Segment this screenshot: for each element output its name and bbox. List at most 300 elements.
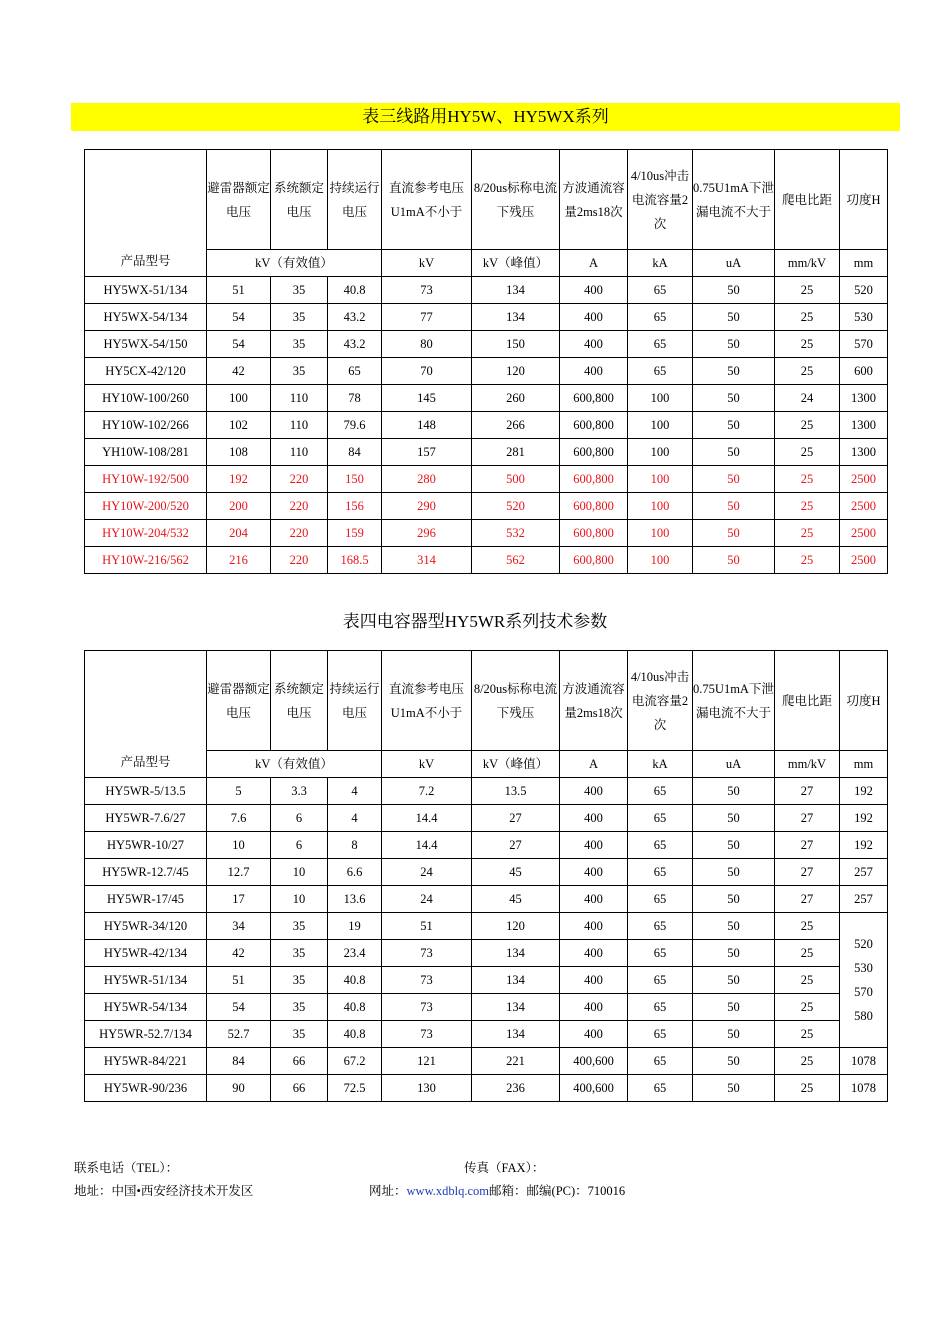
value-cell: 221	[472, 1048, 560, 1075]
value-cell: 6.6	[328, 859, 382, 886]
value-cell: 1300	[840, 385, 888, 412]
header-height: 㓛度H	[840, 651, 888, 751]
value-cell: 266	[472, 412, 560, 439]
value-cell: 25	[775, 940, 840, 967]
value-cell: 400	[560, 859, 628, 886]
value-cell: 134	[472, 994, 560, 1021]
value-cell: 50	[693, 778, 775, 805]
model-cell: HY5WX-54/150	[85, 331, 207, 358]
value-cell: 260	[472, 385, 560, 412]
unit-cell: kV	[382, 250, 472, 277]
value-cell: 100	[628, 547, 693, 574]
value-cell: 100	[628, 385, 693, 412]
value-cell: 600	[840, 358, 888, 385]
value-cell: 65	[628, 832, 693, 859]
header-dc-ref: 直流参考电压U1mA不小于	[382, 651, 472, 751]
header-mcov: 持续运行电压	[328, 150, 382, 250]
value-cell: 65	[628, 331, 693, 358]
footer-fax: 传真（FAX）：	[464, 1161, 545, 1175]
header-square-wave: 方波通流容量2ms18次	[560, 651, 628, 751]
value-cell: 8	[328, 832, 382, 859]
value-cell: 134	[472, 967, 560, 994]
header-leakage: 0.75U1mA下泄漏电流不大于	[693, 651, 775, 751]
header-creepage: 爬电比距	[775, 150, 840, 250]
value-cell: 4	[328, 805, 382, 832]
value-cell: 14.4	[382, 832, 472, 859]
value-cell: 220	[271, 547, 328, 574]
value-cell: 145	[382, 385, 472, 412]
value-cell: 100	[628, 493, 693, 520]
height-value: 520	[854, 937, 873, 951]
value-cell: 54	[207, 304, 271, 331]
header-rated-voltage: 避雷器额定电压	[207, 651, 271, 751]
value-cell: 400	[560, 967, 628, 994]
value-cell: 204	[207, 520, 271, 547]
model-cell: HY5WR-5/13.5	[85, 778, 207, 805]
value-cell: 73	[382, 994, 472, 1021]
unit-cell: uA	[693, 751, 775, 778]
table-row	[85, 805, 888, 832]
model-cell: HY5WR-12.7/45	[85, 859, 207, 886]
table-row	[85, 913, 888, 940]
value-cell: 100	[628, 466, 693, 493]
value-cell: 65	[628, 358, 693, 385]
value-cell: 65	[628, 1048, 693, 1075]
value-cell: 25	[775, 967, 840, 994]
table-row	[85, 859, 888, 886]
value-cell: 42	[207, 358, 271, 385]
value-cell: 25	[775, 1075, 840, 1102]
value-cell: 168.5	[328, 547, 382, 574]
value-cell: 296	[382, 520, 472, 547]
model-cell: YH10W-108/281	[85, 439, 207, 466]
value-cell: 65	[628, 778, 693, 805]
value-cell: 25	[775, 466, 840, 493]
unit-cell: kV（峰值）	[472, 250, 560, 277]
value-cell: 50	[693, 412, 775, 439]
value-cell: 50	[693, 859, 775, 886]
value-cell: 110	[271, 385, 328, 412]
value-cell: 50	[693, 1021, 775, 1048]
value-cell: 7.2	[382, 778, 472, 805]
value-cell: 121	[382, 1048, 472, 1075]
value-cell: 65	[628, 304, 693, 331]
table-row	[85, 1075, 888, 1102]
value-cell: 400	[560, 331, 628, 358]
value-cell: 65	[628, 277, 693, 304]
value-cell: 257	[840, 859, 888, 886]
value-cell: 192	[840, 778, 888, 805]
value-cell: 520	[840, 277, 888, 304]
value-cell: 27	[775, 805, 840, 832]
value-cell: 25	[775, 994, 840, 1021]
value-cell: 27	[472, 832, 560, 859]
unit-cell: kA	[628, 250, 693, 277]
header-height: 㓛度H	[840, 150, 888, 250]
table3	[84, 149, 888, 574]
header-square-wave: 方波通流容量2ms18次	[560, 150, 628, 250]
value-cell: 25	[775, 520, 840, 547]
height-value: 570	[854, 985, 873, 999]
value-cell: 54	[207, 331, 271, 358]
value-cell: 40.8	[328, 1021, 382, 1048]
value-cell: 220	[271, 520, 328, 547]
value-cell: 400	[560, 994, 628, 1021]
value-cell: 3.3	[271, 778, 328, 805]
model-cell: HY10W-216/562	[85, 547, 207, 574]
unit-cell: kV（有效值）	[207, 250, 382, 277]
value-cell: 600,800	[560, 466, 628, 493]
value-cell: 192	[840, 805, 888, 832]
value-cell: 27	[472, 805, 560, 832]
value-cell: 134	[472, 1021, 560, 1048]
value-cell: 530	[840, 304, 888, 331]
value-cell: 65	[628, 805, 693, 832]
table-row	[85, 1048, 888, 1075]
value-cell: 51	[207, 967, 271, 994]
value-cell: 27	[775, 886, 840, 913]
value-cell: 25	[775, 412, 840, 439]
value-cell: 65	[628, 994, 693, 1021]
value-cell: 65	[328, 358, 382, 385]
table-row	[85, 331, 888, 358]
value-cell: 500	[472, 466, 560, 493]
value-cell: 45	[472, 859, 560, 886]
value-cell: 65	[628, 886, 693, 913]
value-cell: 66	[271, 1075, 328, 1102]
footer-web-label: 网址：	[369, 1184, 407, 1198]
value-cell: 25	[775, 277, 840, 304]
value-cell: 50	[693, 994, 775, 1021]
model-cell: HY5WR-34/120	[85, 913, 207, 940]
value-cell: 65	[628, 967, 693, 994]
value-cell: 257	[840, 886, 888, 913]
value-cell: 156	[328, 493, 382, 520]
value-cell: 150	[472, 331, 560, 358]
value-cell: 35	[271, 304, 328, 331]
value-cell: 134	[472, 940, 560, 967]
table-row	[85, 547, 888, 574]
value-cell: 50	[693, 832, 775, 859]
value-cell: 400,600	[560, 1075, 628, 1102]
value-cell: 600,800	[560, 547, 628, 574]
value-cell: 1078	[840, 1075, 888, 1102]
value-cell: 50	[693, 331, 775, 358]
value-cell: 120	[472, 913, 560, 940]
table3-title: 表三线路用HY5W、HY5WX系列	[71, 103, 900, 131]
value-cell: 50	[693, 805, 775, 832]
value-cell: 2500	[840, 547, 888, 574]
value-cell: 157	[382, 439, 472, 466]
value-cell: 27	[775, 778, 840, 805]
value-cell: 134	[472, 277, 560, 304]
height-value: 580	[854, 1009, 873, 1023]
value-cell: 65	[628, 940, 693, 967]
value-cell: 216	[207, 547, 271, 574]
value-cell: 110	[271, 439, 328, 466]
value-cell: 10	[271, 859, 328, 886]
value-cell: 10	[271, 886, 328, 913]
value-cell: 35	[271, 331, 328, 358]
value-cell: 66	[271, 1048, 328, 1075]
value-cell: 400	[560, 913, 628, 940]
model-cell: HY5WR-42/134	[85, 940, 207, 967]
value-cell: 40.8	[328, 994, 382, 1021]
value-cell: 400	[560, 1021, 628, 1048]
value-cell: 90	[207, 1075, 271, 1102]
value-cell: 570	[840, 331, 888, 358]
value-cell: 13.5	[472, 778, 560, 805]
value-cell: 50	[693, 520, 775, 547]
value-cell: 27	[775, 859, 840, 886]
footer-email-postcode: 邮箱：邮编(PC)：710016	[489, 1184, 626, 1198]
value-cell: 14.4	[382, 805, 472, 832]
value-cell: 78	[328, 385, 382, 412]
value-cell: 73	[382, 940, 472, 967]
value-cell: 1300	[840, 412, 888, 439]
value-cell: 192	[207, 466, 271, 493]
value-cell: 25	[775, 1021, 840, 1048]
footer-tel: 联系电话（TEL）：	[74, 1161, 179, 1175]
value-cell: 77	[382, 304, 472, 331]
value-cell: 43.2	[328, 304, 382, 331]
header-row	[85, 150, 888, 250]
value-cell: 40.8	[328, 277, 382, 304]
value-cell: 600,800	[560, 520, 628, 547]
value-cell: 1300	[840, 439, 888, 466]
table4-title: 表四电容器型HY5WR系列技术参数	[342, 612, 608, 631]
value-cell: 1078	[840, 1048, 888, 1075]
value-cell: 50	[693, 439, 775, 466]
value-cell: 65	[628, 1075, 693, 1102]
table-row	[85, 886, 888, 913]
value-cell: 314	[382, 547, 472, 574]
model-cell: HY10W-100/260	[85, 385, 207, 412]
value-cell: 6	[271, 805, 328, 832]
value-cell: 25	[775, 547, 840, 574]
value-cell: 65	[628, 859, 693, 886]
unit-cell: mm	[840, 751, 888, 778]
value-cell: 25	[775, 439, 840, 466]
footer-address: 地址：中国•西安经济技术开发区	[74, 1184, 254, 1198]
value-cell: 50	[693, 358, 775, 385]
value-cell: 73	[382, 1021, 472, 1048]
value-cell: 65	[628, 913, 693, 940]
height-value: 530	[854, 961, 873, 975]
model-cell: HY10W-192/500	[85, 466, 207, 493]
value-cell: 400	[560, 832, 628, 859]
value-cell: 600,800	[560, 493, 628, 520]
footer-web-link[interactable]: www.xdblq.com	[406, 1184, 490, 1198]
model-cell: HY5WR-17/45	[85, 886, 207, 913]
table-row	[85, 994, 888, 1021]
model-cell: HY5WR-7.6/27	[85, 805, 207, 832]
value-cell: 35	[271, 1021, 328, 1048]
value-cell: 19	[328, 913, 382, 940]
header-creepage: 爬电比距	[775, 651, 840, 751]
unit-cell: kA	[628, 751, 693, 778]
value-cell: 220	[271, 493, 328, 520]
value-cell: 400	[560, 940, 628, 967]
value-cell: 73	[382, 967, 472, 994]
header-residual: 8/20us标称电流下残压	[472, 651, 560, 751]
table-row	[85, 493, 888, 520]
model-cell: HY5WX-51/134	[85, 277, 207, 304]
model-cell: HY5WR-84/221	[85, 1048, 207, 1075]
value-cell: 45	[472, 886, 560, 913]
model-cell: HY5WR-90/236	[85, 1075, 207, 1102]
footer-web	[369, 1181, 625, 1199]
value-cell: 79.6	[328, 412, 382, 439]
model-cell: HY5WR-52.7/134	[85, 1021, 207, 1048]
value-cell: 50	[693, 940, 775, 967]
table-row	[85, 385, 888, 412]
value-cell: 43.2	[328, 331, 382, 358]
table-row	[85, 967, 888, 994]
value-cell: 134	[472, 304, 560, 331]
value-cell: 400	[560, 886, 628, 913]
unit-cell: kV（峰值）	[472, 751, 560, 778]
value-cell: 35	[271, 994, 328, 1021]
table-row	[85, 520, 888, 547]
model-cell: HY5WR-10/27	[85, 832, 207, 859]
value-cell: 25	[775, 331, 840, 358]
unit-cell: kV	[382, 751, 472, 778]
value-cell: 27	[775, 832, 840, 859]
value-cell: 100	[628, 520, 693, 547]
value-cell: 220	[271, 466, 328, 493]
table-row	[85, 412, 888, 439]
value-cell: 4	[328, 778, 382, 805]
unit-cell: mm	[840, 250, 888, 277]
table-row	[85, 1021, 888, 1048]
value-cell: 100	[207, 385, 271, 412]
value-cell: 24	[382, 859, 472, 886]
unit-cell: mm/kV	[775, 751, 840, 778]
value-cell: 600,800	[560, 385, 628, 412]
table-row	[85, 832, 888, 859]
value-cell: 52.7	[207, 1021, 271, 1048]
unit-cell: mm/kV	[775, 250, 840, 277]
model-cell: HY5WR-51/134	[85, 967, 207, 994]
value-cell: 400	[560, 277, 628, 304]
value-cell: 12.7	[207, 859, 271, 886]
header-leakage: 0.75U1mA下泄漏电流不大于	[693, 150, 775, 250]
model-cell: HY10W-102/266	[85, 412, 207, 439]
header-model: 产品型号	[85, 651, 207, 778]
value-cell: 24	[775, 385, 840, 412]
value-cell: 281	[472, 439, 560, 466]
value-cell: 50	[693, 913, 775, 940]
unit-cell: A	[560, 751, 628, 778]
value-cell: 25	[775, 1048, 840, 1075]
header-mcov: 持续运行电压	[328, 651, 382, 751]
table-row	[85, 358, 888, 385]
value-cell: 400	[560, 304, 628, 331]
value-cell: 50	[693, 1075, 775, 1102]
value-cell: 51	[382, 913, 472, 940]
value-cell: 100	[628, 412, 693, 439]
header-impulse: 4/10us冲击电流容量2次	[628, 651, 693, 751]
unit-cell: A	[560, 250, 628, 277]
table-row	[85, 277, 888, 304]
value-cell: 72.5	[328, 1075, 382, 1102]
value-cell: 562	[472, 547, 560, 574]
value-cell: 84	[207, 1048, 271, 1075]
value-cell: 25	[775, 358, 840, 385]
header-residual: 8/20us标称电流下残压	[472, 150, 560, 250]
value-cell: 50	[693, 493, 775, 520]
value-cell: 50	[693, 304, 775, 331]
value-cell: 2500	[840, 493, 888, 520]
header-row	[85, 651, 888, 751]
value-cell: 25	[775, 913, 840, 940]
value-cell: 290	[382, 493, 472, 520]
table-row	[85, 439, 888, 466]
value-cell: 40.8	[328, 967, 382, 994]
value-cell: 34	[207, 913, 271, 940]
value-cell: 150	[328, 466, 382, 493]
value-cell: 192	[840, 832, 888, 859]
value-cell: 24	[382, 886, 472, 913]
value-cell: 10	[207, 832, 271, 859]
value-cell: 130	[382, 1075, 472, 1102]
value-cell: 35	[271, 913, 328, 940]
value-cell: 120	[472, 358, 560, 385]
value-cell: 532	[472, 520, 560, 547]
model-cell: HY10W-200/520	[85, 493, 207, 520]
value-cell: 520	[472, 493, 560, 520]
value-cell: 5	[207, 778, 271, 805]
table-row	[85, 778, 888, 805]
value-cell: 100	[628, 439, 693, 466]
value-cell: 2500	[840, 466, 888, 493]
table4	[84, 650, 888, 1102]
value-cell: 25	[775, 304, 840, 331]
value-cell: 148	[382, 412, 472, 439]
value-cell: 400	[560, 778, 628, 805]
value-cell: 73	[382, 277, 472, 304]
table-row	[85, 940, 888, 967]
header-rated-voltage: 避雷器额定电压	[207, 150, 271, 250]
value-cell: 84	[328, 439, 382, 466]
value-cell: 200	[207, 493, 271, 520]
model-cell: HY5WX-54/134	[85, 304, 207, 331]
value-cell: 13.6	[328, 886, 382, 913]
model-cell: HY5CX-42/120	[85, 358, 207, 385]
header-dc-ref: 直流参考电压U1mA不小于	[382, 150, 472, 250]
value-cell: 50	[693, 886, 775, 913]
value-cell: 35	[271, 967, 328, 994]
value-cell: 400,600	[560, 1048, 628, 1075]
value-cell: 102	[207, 412, 271, 439]
merged-height-cell	[840, 913, 888, 1048]
value-cell: 25	[775, 493, 840, 520]
value-cell: 70	[382, 358, 472, 385]
table-row	[85, 466, 888, 493]
value-cell: 6	[271, 832, 328, 859]
header-impulse: 4/10us冲击电流容量2次	[628, 150, 693, 250]
model-cell: HY5WR-54/134	[85, 994, 207, 1021]
header-system-voltage: 系统额定电压	[271, 150, 328, 250]
value-cell: 7.6	[207, 805, 271, 832]
value-cell: 50	[693, 547, 775, 574]
value-cell: 108	[207, 439, 271, 466]
value-cell: 2500	[840, 520, 888, 547]
value-cell: 67.2	[328, 1048, 382, 1075]
value-cell: 42	[207, 940, 271, 967]
unit-cell: uA	[693, 250, 775, 277]
